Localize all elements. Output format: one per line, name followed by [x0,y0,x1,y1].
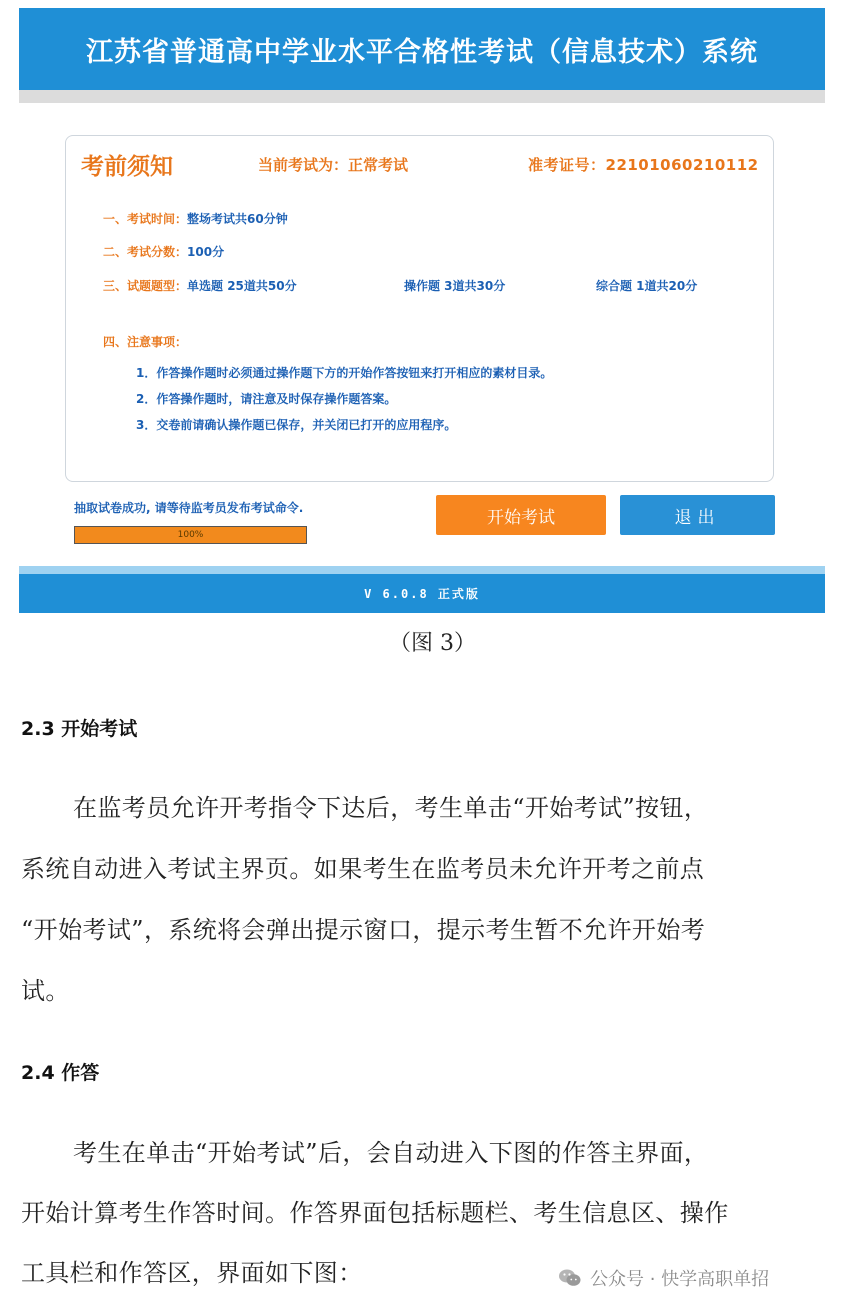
exam-score-line [103,243,224,260]
paragraph-line: 开始计算考生作答时间。作答界面包括标题栏、考生信息区、操作 [21,1199,729,1227]
item-number: 一、 [103,212,128,226]
app-title: 江苏省普通高中学业水平合格性考试（信息技术）系统 [86,36,758,68]
wechat-icon [558,1267,582,1289]
question-types-line [103,277,297,294]
header-divider [19,90,825,103]
notice-title: 考前须知 [81,154,173,180]
version-label: V 6.0.8 正式版 [364,587,480,601]
app-footer [19,574,825,613]
exam-score-value: 100分 [187,245,225,259]
operation-question-info: 操作题 3道共30分 [404,279,506,293]
note-item: 1．作答操作题时必须通过操作题下方的开始作答按钮来打开相应的素材目录。 [136,366,553,380]
watermark [558,1265,769,1291]
notes-heading [103,333,187,350]
section-heading-answer: 2.4 作答 [21,1062,100,1084]
item-key: 考试时间： [127,212,188,226]
item-number: 四、 [103,335,128,349]
exam-time-line [103,210,288,227]
item-key: 试题题型： [127,279,188,293]
paragraph-line: 在监考员允许开考指令下达后，考生单击“开始考试”按钮， [73,794,709,822]
item-number: 二、 [103,245,128,259]
figure-caption: （图 3） [389,631,476,656]
exam-type-label: 当前考试为：正常考试 [258,156,409,174]
progress-label: 100% [177,530,204,540]
ticket-number-label: 准考证号：22101060210112 [528,156,759,174]
note-item: 3．交卷前请确认操作题已保存，并关闭已打开的应用程序。 [136,418,457,432]
item-key: 考试分数： [127,245,188,259]
item-key: 注意事项： [127,335,188,349]
paragraph-line: 考生在单击“开始考试”后，会自动进入下图的作答主界面， [73,1139,709,1167]
progress-bar [74,526,307,544]
single-choice-info: 单选题 25道共50分 [187,279,297,293]
footer-divider [19,566,825,574]
watermark-text: 公众号 · 快学高职单招 [590,1269,770,1290]
item-number: 三、 [103,279,128,293]
notice-panel [65,135,774,482]
section-heading-start-exam: 2.3 开始考试 [21,718,138,740]
paragraph-line: “开始考试”，系统将会弹出提示窗口，提示考生暂不允许开始考 [21,916,706,944]
exam-time-value: 整场考试共60分钟 [187,212,288,226]
note-item: 2．作答操作题时，请注意及时保存操作题答案。 [136,392,397,406]
paragraph-line: 试。 [21,977,70,1005]
comprehensive-question-info: 综合题 1道共20分 [596,279,698,293]
app-header [19,8,825,90]
paragraph-line: 工具栏和作答区，界面如下图： [21,1259,363,1287]
start-exam-button[interactable]: 开始考试 [436,495,606,535]
exit-button[interactable]: 退出 [620,495,775,535]
paragraph-line: 系统自动进入考试主界页。如果考生在监考员未允许开考之前点 [21,855,705,883]
status-message: 抽取试卷成功, 请等待监考员发布考试命令. [74,501,304,515]
